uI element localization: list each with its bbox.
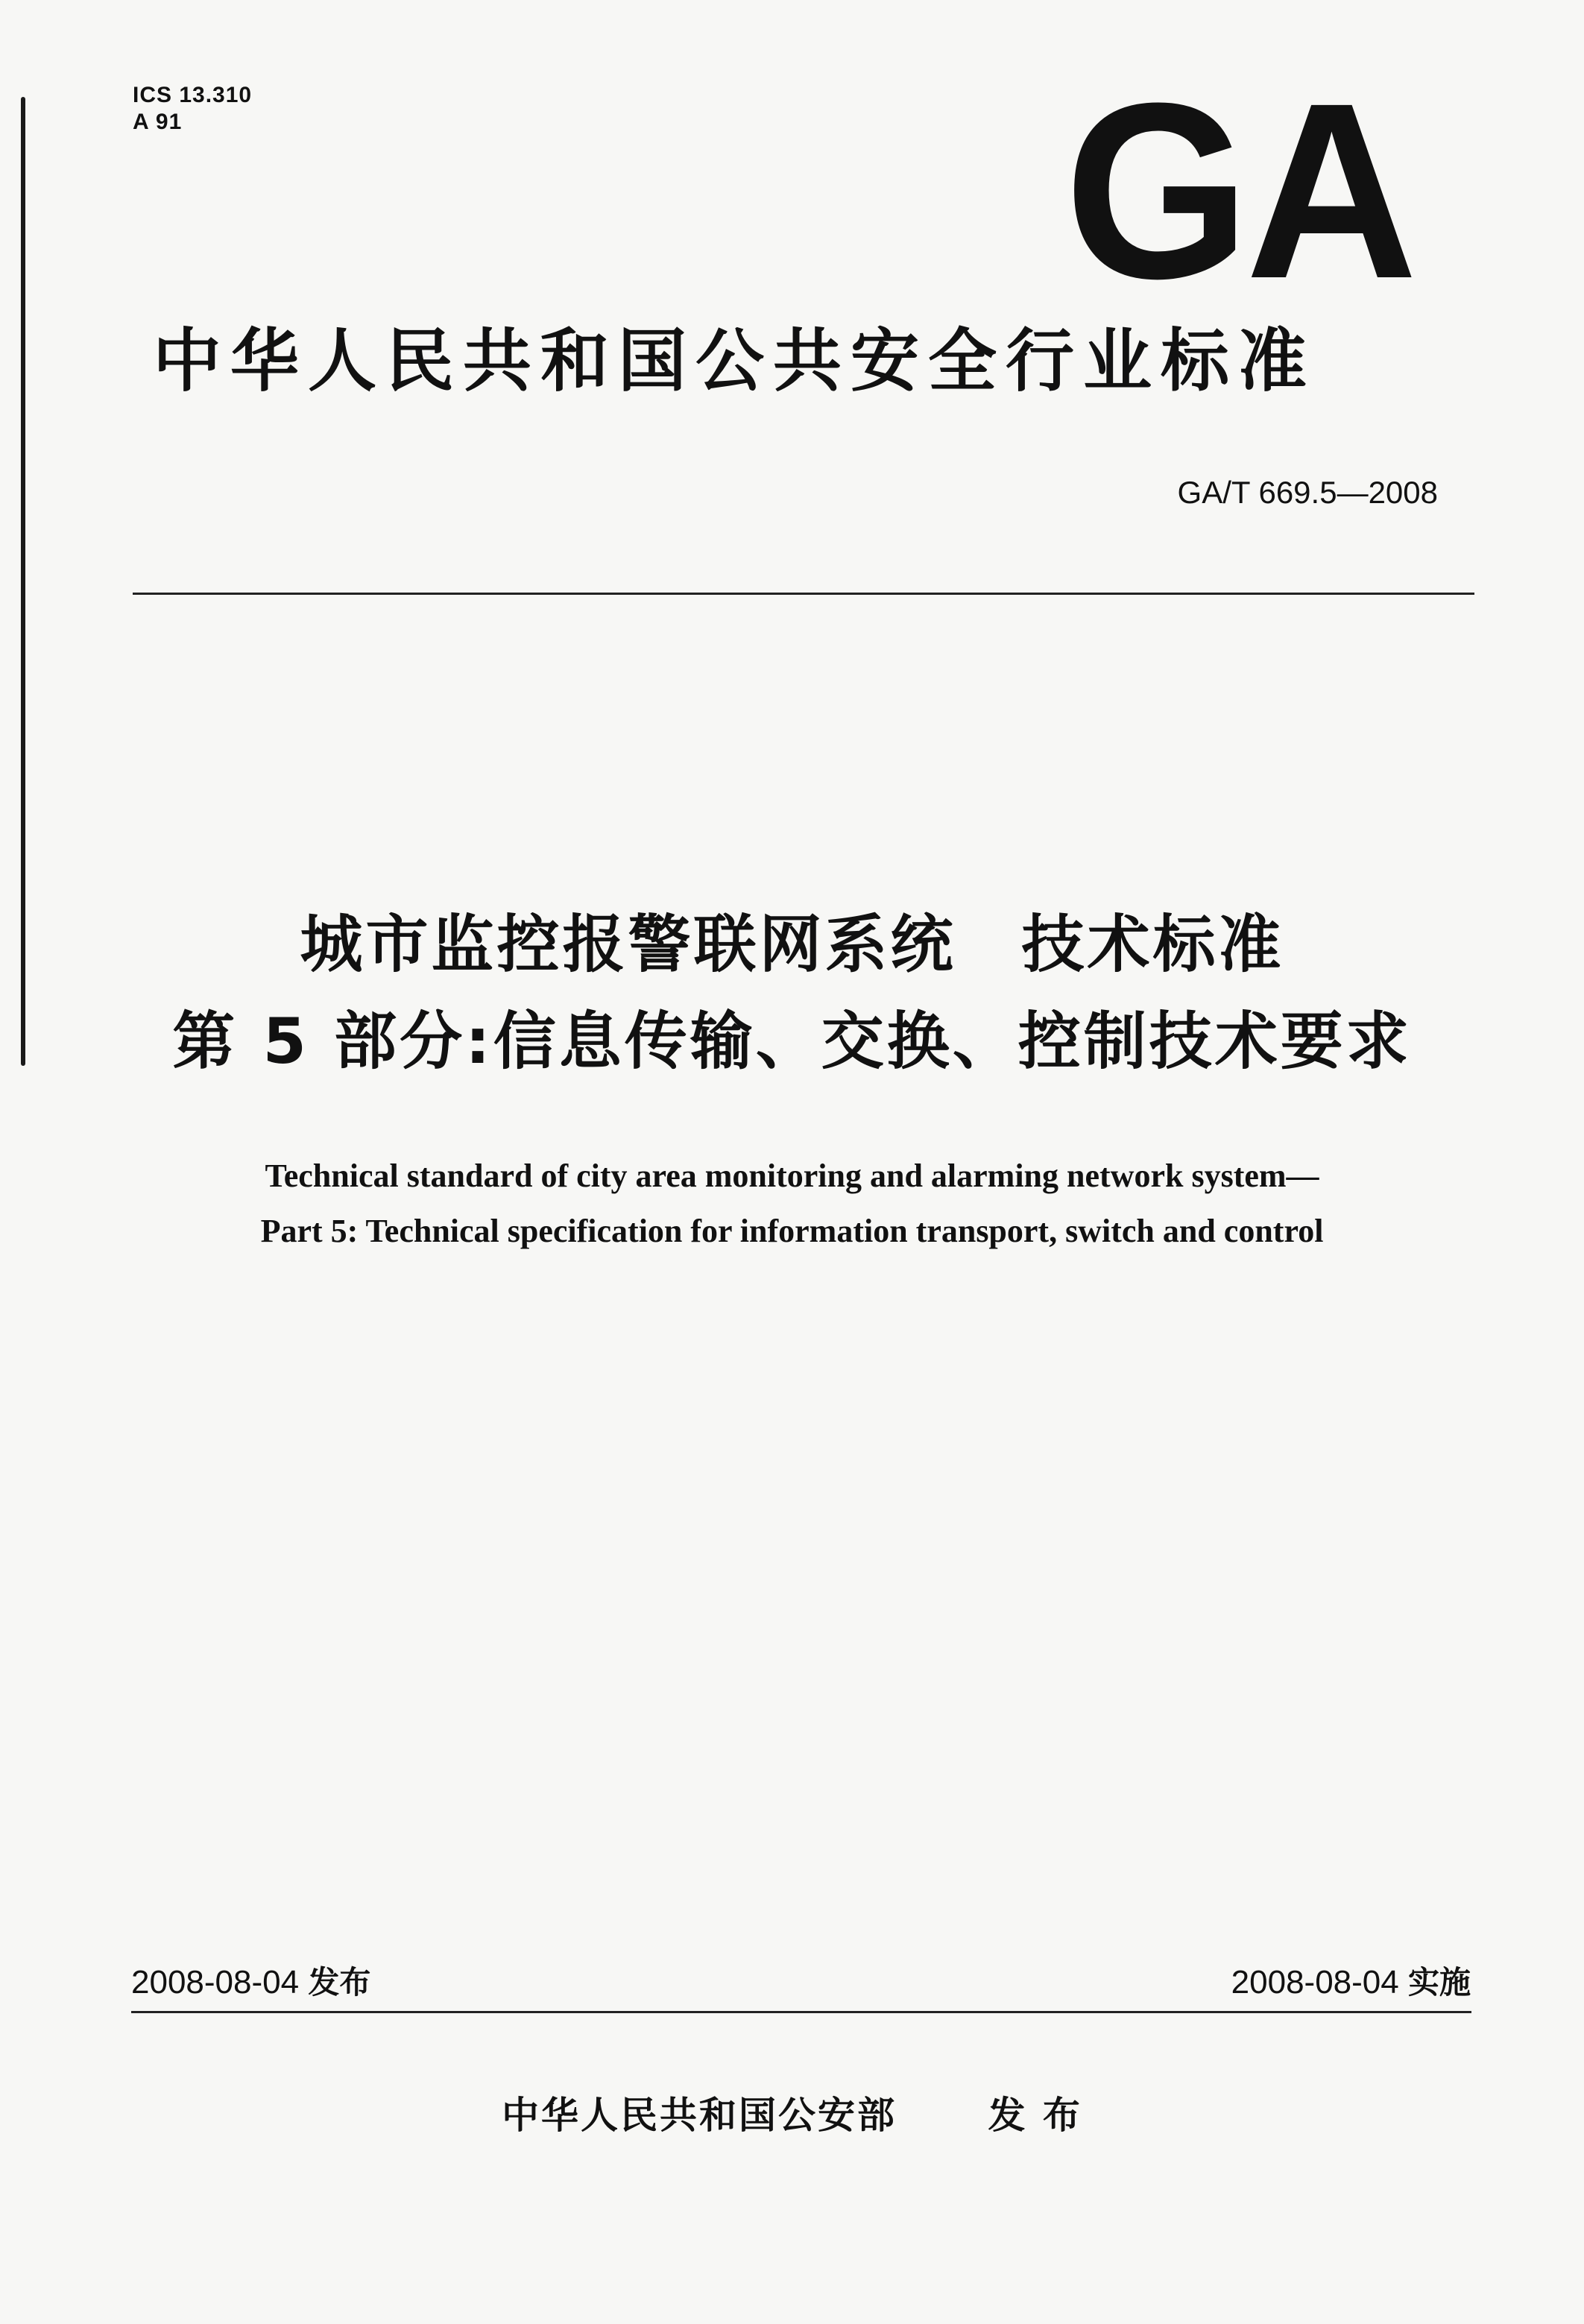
ga-logo: GA: [1064, 50, 1413, 331]
publisher-action: 发 布: [988, 2094, 1082, 2137]
issue-date: [131, 1962, 370, 2003]
effective-date-value: 2008-08-04: [1231, 1964, 1399, 2001]
title-english-line-1: Technical standard of city area monitoring and alarming network system—: [265, 1158, 1319, 1194]
effective-date: [1231, 1962, 1471, 2003]
publisher: [0, 2091, 1584, 2139]
title-english-line-2: Part 5: Technical specification for information transport, switch and control: [260, 1213, 1324, 1249]
title-chinese-line-1: 城市监控报警联网系统 技术标准: [300, 908, 1284, 981]
ccs-code: A 91: [133, 110, 183, 134]
ics-code: ICS 13.310: [133, 83, 253, 107]
issue-date-value: 2008-08-04: [131, 1964, 300, 2001]
standard-category-title: 中华人民共和国公共安全行业标准: [153, 321, 1316, 401]
standard-number: GA/T 669.5—2008: [1177, 475, 1438, 510]
publisher-name: 中华人民共和国公安部: [502, 2094, 897, 2137]
classification-codes: [133, 82, 252, 136]
effective-date-label: 实施: [1407, 1964, 1471, 2001]
title-chinese-line-2: 第 5 部分:信息传输、交换、控制技术要求: [172, 1005, 1412, 1078]
footer-divider: [131, 2011, 1471, 2013]
header-divider: [133, 593, 1474, 595]
issue-date-label: 发布: [308, 1964, 371, 2001]
